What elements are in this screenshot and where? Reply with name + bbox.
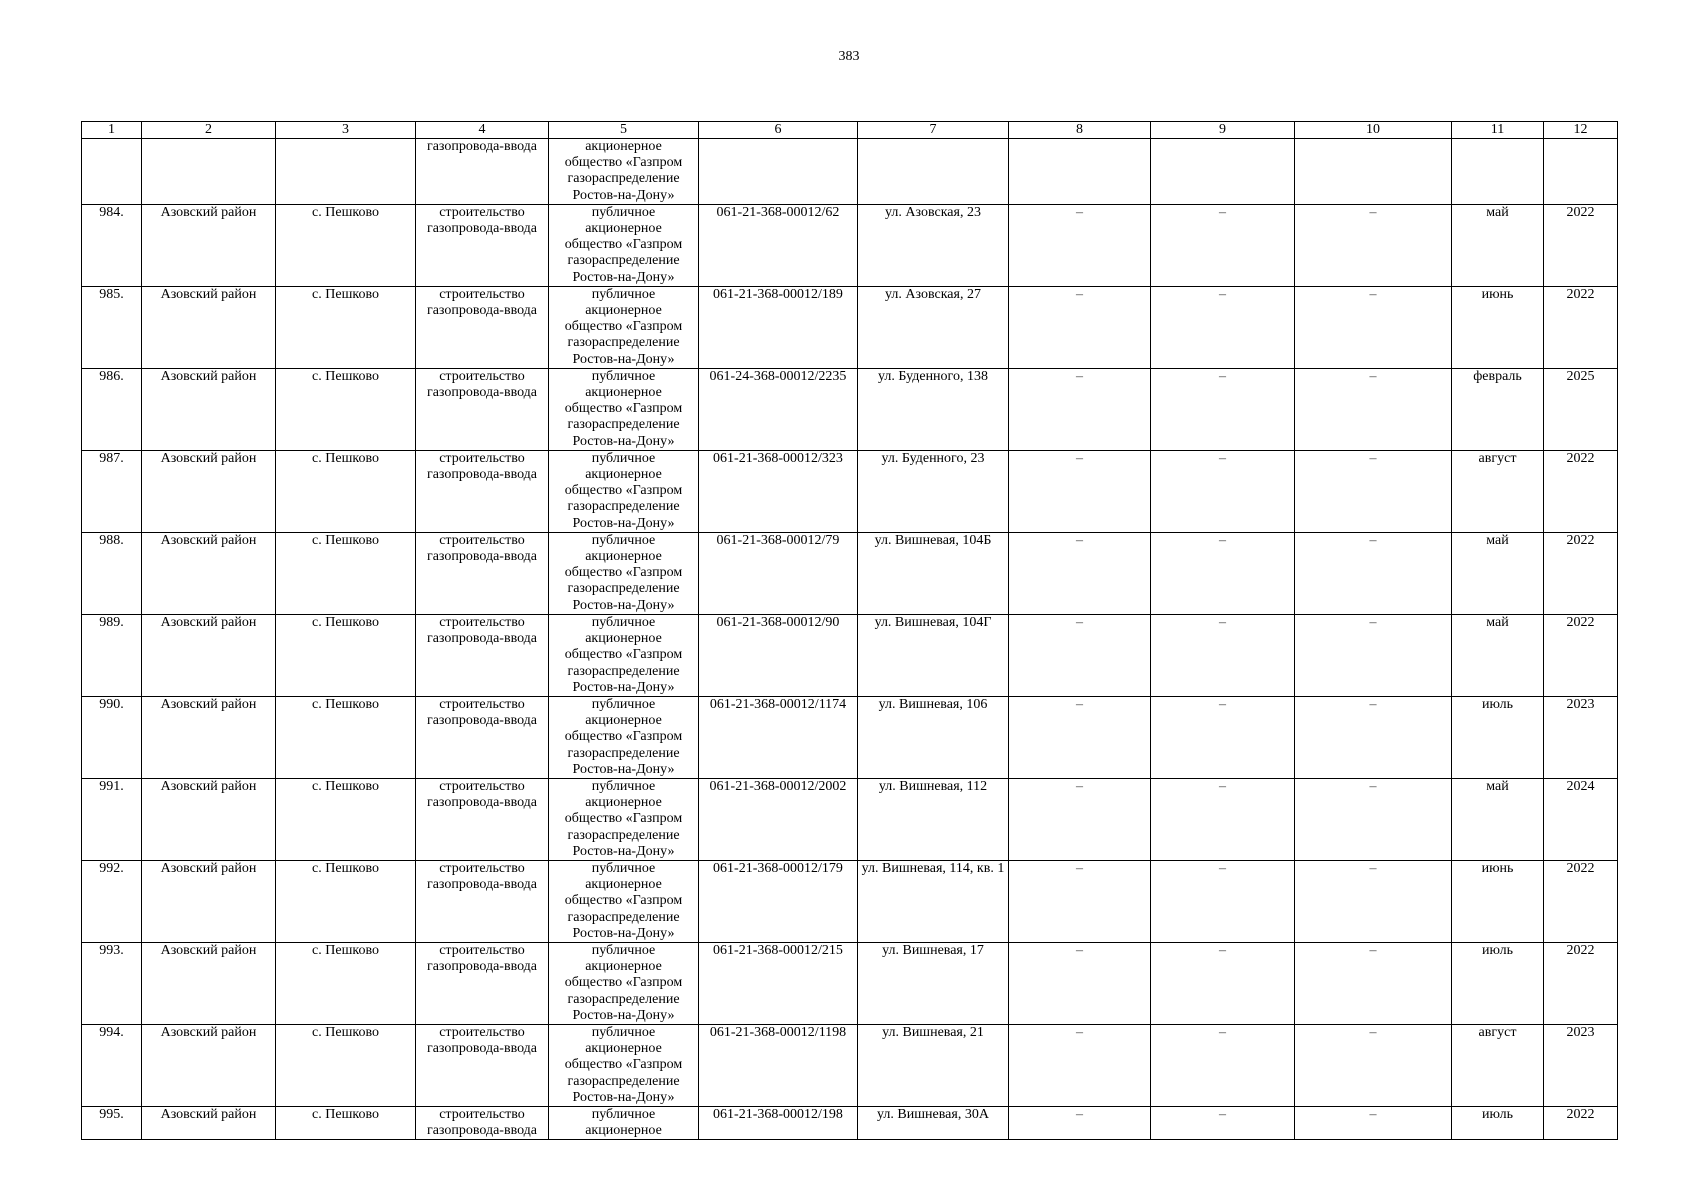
month-cell: июль	[1452, 1106, 1544, 1139]
organization-line: акционерное	[585, 959, 662, 975]
registration-number-cell: 061-21-368-00012/323	[699, 450, 858, 532]
table-row	[82, 696, 1618, 778]
work-type-cell	[416, 204, 549, 286]
address-cell: ул. Вишневая, 21	[858, 1024, 1009, 1106]
table-cell	[1452, 139, 1544, 205]
year-cell: 2022	[1544, 204, 1618, 286]
column-8-cell: –	[1009, 204, 1151, 286]
address-cell: ул. Вишневая, 112	[858, 778, 1009, 860]
year-cell: 2022	[1544, 614, 1618, 696]
address-cell: ул. Вишневая, 17	[858, 942, 1009, 1024]
month-cell: май	[1452, 204, 1544, 286]
column-header: 4	[416, 122, 549, 139]
organization-line: акционерное	[585, 549, 662, 565]
work-type-line: газопровода-ввода	[426, 303, 538, 319]
row-number-cell: 995.	[82, 1106, 142, 1139]
table-row	[82, 942, 1618, 1024]
organization-line: публичное	[591, 696, 656, 712]
address-cell: ул. Вишневая, 114, кв. 1	[858, 860, 1009, 942]
year-cell: 2023	[1544, 696, 1618, 778]
column-10-cell: –	[1295, 1106, 1452, 1139]
organization-line: Ростов-на-Дону»	[572, 187, 675, 203]
organization-line: Ростов-на-Дону»	[572, 269, 675, 285]
column-10-cell: –	[1295, 532, 1452, 614]
district-cell: Азовский район	[142, 696, 276, 778]
month-cell: май	[1452, 532, 1544, 614]
column-10-cell: –	[1295, 368, 1452, 450]
column-10-cell: –	[1295, 778, 1452, 860]
column-header: 11	[1452, 122, 1544, 139]
table-row	[82, 1024, 1618, 1106]
organization-line: публичное	[591, 942, 656, 958]
column-header: 1	[82, 122, 142, 139]
settlement-cell: с. Пешково	[276, 942, 416, 1024]
registration-number-cell: 061-21-368-00012/179	[699, 860, 858, 942]
registration-number-cell: 061-21-368-00012/1174	[699, 696, 858, 778]
work-type-cell	[416, 860, 549, 942]
organization-line: газораспределение	[567, 909, 680, 925]
organization-line: публичное	[591, 204, 656, 220]
registration-number-cell: 061-21-368-00012/1198	[699, 1024, 858, 1106]
organization-line: общество «Газпром	[564, 811, 683, 827]
column-header: 9	[1151, 122, 1295, 139]
organization-cell	[549, 204, 699, 286]
organization-line: акционерное	[585, 139, 662, 154]
column-9-cell: –	[1151, 1106, 1295, 1139]
district-cell: Азовский район	[142, 1106, 276, 1139]
table-cell	[142, 139, 276, 205]
work-type-cell	[416, 614, 549, 696]
organization-line: публичное	[591, 860, 656, 876]
address-cell: ул. Буденного, 23	[858, 450, 1009, 532]
column-9-cell: –	[1151, 532, 1295, 614]
year-cell: 2022	[1544, 942, 1618, 1024]
organization-line: Ростов-на-Дону»	[572, 433, 675, 449]
row-number-cell: 984.	[82, 204, 142, 286]
organization-line: Ростов-на-Дону»	[572, 1007, 675, 1023]
organization-cell	[549, 614, 699, 696]
organization-line: публичное	[591, 1024, 656, 1040]
organization-line: газораспределение	[567, 745, 680, 761]
schedule-table	[81, 121, 1618, 1140]
column-header: 10	[1295, 122, 1452, 139]
month-cell: июль	[1452, 942, 1544, 1024]
district-cell: Азовский район	[142, 1024, 276, 1106]
organization-cell	[549, 696, 699, 778]
table-row	[82, 204, 1618, 286]
table-row	[82, 614, 1618, 696]
column-9-cell: –	[1151, 1024, 1295, 1106]
page-number: 383	[838, 49, 860, 64]
registration-number-cell: 061-21-368-00012/198	[699, 1106, 858, 1139]
address-cell: ул. Азовская, 23	[858, 204, 1009, 286]
organization-line: общество «Газпром	[564, 565, 683, 581]
organization-line: акционерное	[585, 631, 662, 647]
organization-cell	[549, 286, 699, 368]
table-cell	[858, 139, 1009, 205]
month-cell: май	[1452, 614, 1544, 696]
table-cell	[276, 139, 416, 205]
month-cell: июль	[1452, 696, 1544, 778]
settlement-cell: с. Пешково	[276, 778, 416, 860]
organization-line: газораспределение	[567, 335, 680, 351]
year-cell: 2022	[1544, 450, 1618, 532]
column-9-cell: –	[1151, 286, 1295, 368]
table-row	[82, 532, 1618, 614]
organization-cell	[549, 450, 699, 532]
row-number-cell: 991.	[82, 778, 142, 860]
district-cell: Азовский район	[142, 450, 276, 532]
year-cell: 2022	[1544, 1106, 1618, 1139]
work-type-line: строительство	[439, 614, 525, 630]
year-cell: 2024	[1544, 778, 1618, 860]
address-cell: ул. Вишневая, 104Г	[858, 614, 1009, 696]
column-header: 3	[276, 122, 416, 139]
settlement-cell: с. Пешково	[276, 614, 416, 696]
organization-line: акционерное	[585, 1041, 662, 1057]
organization-line: Ростов-на-Дону»	[572, 1089, 675, 1105]
settlement-cell: с. Пешково	[276, 368, 416, 450]
column-header: 2	[142, 122, 276, 139]
column-9-cell: –	[1151, 942, 1295, 1024]
district-cell: Азовский район	[142, 778, 276, 860]
organization-line: общество «Газпром	[564, 893, 683, 909]
settlement-cell: с. Пешково	[276, 204, 416, 286]
organization-line: газораспределение	[567, 991, 680, 1007]
year-cell: 2022	[1544, 286, 1618, 368]
organization-line: публичное	[591, 450, 656, 466]
organization-cell	[549, 1106, 699, 1139]
organization-line: общество «Газпром	[564, 729, 683, 745]
organization-line: акционерное	[585, 877, 662, 893]
column-9-cell: –	[1151, 614, 1295, 696]
organization-line: публичное	[591, 778, 656, 794]
column-10-cell: –	[1295, 286, 1452, 368]
work-type-line: газопровода-ввода	[426, 631, 538, 647]
work-type-line: строительство	[439, 860, 525, 876]
work-type-line: строительство	[439, 778, 525, 794]
organization-line: общество «Газпром	[564, 237, 683, 253]
column-8-cell: –	[1009, 286, 1151, 368]
organization-line: газораспределение	[567, 171, 680, 187]
organization-line: акционерное	[585, 467, 662, 483]
table-row	[82, 450, 1618, 532]
column-8-cell: –	[1009, 696, 1151, 778]
work-type-line: строительство	[439, 942, 525, 958]
organization-line: общество «Газпром	[564, 401, 683, 417]
table-row	[82, 1106, 1618, 1139]
table-cell	[699, 139, 858, 205]
settlement-cell: с. Пешково	[276, 860, 416, 942]
organization-line: газораспределение	[567, 1073, 680, 1089]
work-type-cell	[416, 1024, 549, 1106]
row-number-cell: 989.	[82, 614, 142, 696]
district-cell: Азовский район	[142, 532, 276, 614]
year-cell: 2022	[1544, 860, 1618, 942]
organization-line: публичное	[591, 368, 656, 384]
organization-line: акционерное	[585, 713, 662, 729]
column-8-cell: –	[1009, 778, 1151, 860]
organization-cell	[549, 532, 699, 614]
table-row	[82, 778, 1618, 860]
column-10-cell: –	[1295, 450, 1452, 532]
column-9-cell: –	[1151, 204, 1295, 286]
address-cell: ул. Вишневая, 106	[858, 696, 1009, 778]
work-type-cell	[416, 1106, 549, 1139]
column-8-cell: –	[1009, 368, 1151, 450]
organization-line: Ростов-на-Дону»	[572, 679, 675, 695]
table-row	[82, 860, 1618, 942]
registration-number-cell: 061-21-368-00012/90	[699, 614, 858, 696]
column-8-cell: –	[1009, 614, 1151, 696]
row-number-cell: 988.	[82, 532, 142, 614]
work-type-line: строительство	[439, 286, 525, 302]
column-10-cell: –	[1295, 614, 1452, 696]
organization-line: общество «Газпром	[564, 647, 683, 663]
registration-number-cell: 061-21-368-00012/62	[699, 204, 858, 286]
settlement-cell: с. Пешково	[276, 532, 416, 614]
column-8-cell: –	[1009, 942, 1151, 1024]
organization-cell	[549, 368, 699, 450]
organization-line: газораспределение	[567, 253, 680, 269]
month-cell: июнь	[1452, 286, 1544, 368]
month-cell: август	[1452, 1024, 1544, 1106]
organization-cell	[549, 942, 699, 1024]
work-type-cell	[416, 286, 549, 368]
organization-line: общество «Газпром	[564, 975, 683, 991]
district-cell: Азовский район	[142, 204, 276, 286]
organization-line: Ростов-на-Дону»	[572, 597, 675, 613]
district-cell: Азовский район	[142, 368, 276, 450]
district-cell: Азовский район	[142, 942, 276, 1024]
table-row	[82, 368, 1618, 450]
table-cell	[1009, 139, 1151, 205]
organization-line: газораспределение	[567, 499, 680, 515]
work-type-line: газопровода-ввода	[426, 385, 538, 401]
organization-line: Ростов-на-Дону»	[572, 843, 675, 859]
year-cell: 2022	[1544, 532, 1618, 614]
row-number-cell: 994.	[82, 1024, 142, 1106]
organization-line: акционерное	[585, 795, 662, 811]
work-type-cell	[416, 696, 549, 778]
organization-line: газораспределение	[567, 417, 680, 433]
organization-line: газораспределение	[567, 827, 680, 843]
column-8-cell: –	[1009, 1024, 1151, 1106]
table-cell	[1151, 139, 1295, 205]
work-type-line: газопровода-ввода	[426, 467, 538, 483]
work-type-cell: газопровода-ввода	[416, 139, 549, 205]
organization-line: публичное	[591, 1106, 656, 1122]
month-cell: июнь	[1452, 860, 1544, 942]
column-header: 6	[699, 122, 858, 139]
registration-number-cell: 061-21-368-00012/2002	[699, 778, 858, 860]
column-header: 5	[549, 122, 699, 139]
column-9-cell: –	[1151, 368, 1295, 450]
column-10-cell: –	[1295, 942, 1452, 1024]
settlement-cell: с. Пешково	[276, 696, 416, 778]
column-9-cell: –	[1151, 450, 1295, 532]
work-type-line: строительство	[439, 204, 525, 220]
registration-number-cell: 061-21-368-00012/79	[699, 532, 858, 614]
organization-line: акционерное	[585, 1123, 662, 1139]
work-type-line: газопровода-ввода	[426, 713, 538, 729]
work-type-cell	[416, 778, 549, 860]
work-type-line: газопровода-ввода	[426, 877, 538, 893]
organization-line: Ростов-на-Дону»	[572, 351, 675, 367]
row-number-cell: 986.	[82, 368, 142, 450]
address-cell: ул. Вишневая, 30А	[858, 1106, 1009, 1139]
registration-number-cell: 061-21-368-00012/215	[699, 942, 858, 1024]
column-8-cell: –	[1009, 450, 1151, 532]
column-header: 12	[1544, 122, 1618, 139]
organization-line: общество «Газпром	[564, 319, 683, 335]
column-8-cell: –	[1009, 1106, 1151, 1139]
month-cell: август	[1452, 450, 1544, 532]
settlement-cell: с. Пешково	[276, 1024, 416, 1106]
organization-line: акционерное	[585, 385, 662, 401]
settlement-cell: с. Пешково	[276, 286, 416, 368]
month-cell: февраль	[1452, 368, 1544, 450]
district-cell: Азовский район	[142, 860, 276, 942]
table-cell	[82, 139, 142, 205]
column-9-cell: –	[1151, 860, 1295, 942]
row-number-cell: 993.	[82, 942, 142, 1024]
organization-cell	[549, 860, 699, 942]
continuation-row	[82, 139, 1618, 205]
year-cell: 2025	[1544, 368, 1618, 450]
table-cell	[1544, 139, 1618, 205]
organization-line: Ростов-на-Дону»	[572, 925, 675, 941]
column-9-cell: –	[1151, 696, 1295, 778]
organization-line: публичное	[591, 614, 656, 630]
registration-number-cell: 061-24-368-00012/2235	[699, 368, 858, 450]
work-type-cell	[416, 450, 549, 532]
column-10-cell: –	[1295, 860, 1452, 942]
address-cell: ул. Буденного, 138	[858, 368, 1009, 450]
month-cell: май	[1452, 778, 1544, 860]
work-type-cell	[416, 368, 549, 450]
organization-line: общество «Газпром	[564, 1057, 683, 1073]
organization-line: общество «Газпром	[564, 483, 683, 499]
address-cell: ул. Азовская, 27	[858, 286, 1009, 368]
work-type-cell	[416, 942, 549, 1024]
column-number-row	[82, 122, 1618, 139]
work-type-line: строительство	[439, 450, 525, 466]
column-8-cell: –	[1009, 860, 1151, 942]
settlement-cell: с. Пешково	[276, 450, 416, 532]
column-header: 7	[858, 122, 1009, 139]
work-type-line: газопровода-ввода	[426, 549, 538, 565]
column-9-cell: –	[1151, 778, 1295, 860]
organization-line: акционерное	[585, 303, 662, 319]
row-number-cell: 985.	[82, 286, 142, 368]
organization-cell	[549, 139, 699, 205]
column-10-cell: –	[1295, 1024, 1452, 1106]
organization-cell	[549, 1024, 699, 1106]
organization-line: Ростов-на-Дону»	[572, 515, 675, 531]
work-type-line: газопровода-ввода	[426, 795, 538, 811]
district-cell: Азовский район	[142, 286, 276, 368]
address-cell: ул. Вишневая, 104Б	[858, 532, 1009, 614]
organization-line: общество «Газпром	[564, 155, 683, 171]
organization-line: Ростов-на-Дону»	[572, 761, 675, 777]
work-type-line: строительство	[439, 1024, 525, 1040]
work-type-line: газопровода-ввода	[426, 221, 538, 237]
work-type-line: газопровода-ввода	[426, 959, 538, 975]
work-type-line: строительство	[439, 532, 525, 548]
row-number-cell: 992.	[82, 860, 142, 942]
organization-cell	[549, 778, 699, 860]
work-type-cell	[416, 532, 549, 614]
work-type-line: газопровода-ввода	[426, 1041, 538, 1057]
organization-line: публичное	[591, 286, 656, 302]
column-8-cell: –	[1009, 532, 1151, 614]
table-row	[82, 286, 1618, 368]
column-10-cell: –	[1295, 696, 1452, 778]
table-cell	[1295, 139, 1452, 205]
row-number-cell: 987.	[82, 450, 142, 532]
column-10-cell: –	[1295, 204, 1452, 286]
work-type-line: строительство	[439, 696, 525, 712]
organization-line: газораспределение	[567, 581, 680, 597]
work-type-line: газопровода-ввода	[426, 1123, 538, 1139]
district-cell: Азовский район	[142, 614, 276, 696]
organization-line: газораспределение	[567, 663, 680, 679]
column-header: 8	[1009, 122, 1151, 139]
organization-line: публичное	[591, 532, 656, 548]
registration-number-cell: 061-21-368-00012/189	[699, 286, 858, 368]
work-type-line: строительство	[439, 1106, 525, 1122]
year-cell: 2023	[1544, 1024, 1618, 1106]
organization-line: акционерное	[585, 221, 662, 237]
settlement-cell: с. Пешково	[276, 1106, 416, 1139]
work-type-line: строительство	[439, 368, 525, 384]
row-number-cell: 990.	[82, 696, 142, 778]
